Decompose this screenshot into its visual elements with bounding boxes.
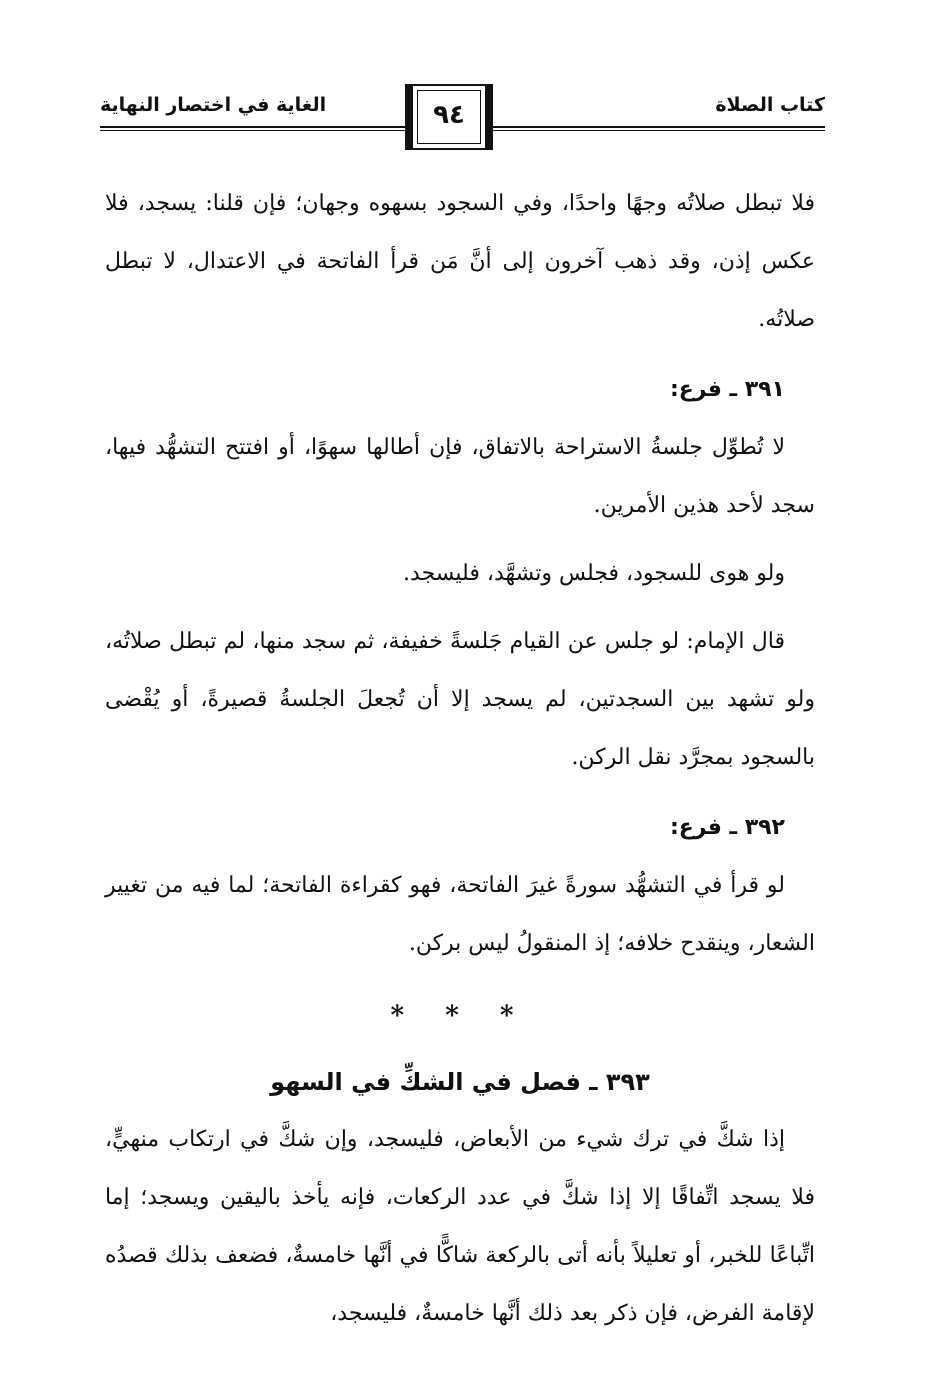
chapter-title: كتاب الصلاة	[715, 94, 825, 116]
branch-heading: ٣٩١ ـ فرع:	[669, 377, 785, 402]
section-separator: * * *	[390, 1001, 530, 1031]
paragraph: ولو هوى للسجود، فجلس وتشهَّد، فليسجد.	[403, 561, 785, 586]
paragraph: قال الإمام: لو جلس عن القيام جَلسةً خفيفة، ثم سجد منها، لم تبطل صلاتُه، ولو تشهد بين السجدتين، لم يسجد إلا أن تُجعلَ الجلسةُ قصيرةً، أو يُقْضى بالسجود بمجرَّد نقل الركن.	[105, 629, 815, 770]
paragraph: لا تُطوِّل جلسةُ الاستراحة بالاتفاق، فإن أطالها سهوًا، أو افتتح التشهُّد فيها، سجد لأحد هذين الأمرين.	[105, 435, 815, 518]
page-body	[105, 175, 815, 1343]
branch-heading: ٣٩٢ ـ فرع:	[669, 815, 785, 840]
frame-bar-left	[405, 84, 411, 150]
book-title: الغاية في اختصار النهاية	[100, 94, 327, 116]
running-header	[100, 82, 825, 162]
page-number: ٩٤	[433, 100, 465, 130]
section-heading: ٣٩٣ ـ فصل في الشكِّ في السهو	[270, 1068, 650, 1096]
paragraph: إذا شكَّ في ترك شيء من الأبعاض، فليسجد، وإن شكَّ في ارتكاب منهيٍّ، فلا يسجد اتِّفاقًا إلا إذا شكَّ في عدد الركعات، فإنه يأخذ باليقين ويسجد؛ إما اتِّباعًا للخبر، أو تعليلاً بأنه أتى بالركعة شاكًّا في أنَّها خامسةٌ، فضعف بذلك قصدُه لإقامة الفرض، فإن ذكر بعد ذلك أنَّها خامسةٌ، فليسجد،	[105, 1127, 815, 1326]
frame-bar-right	[487, 84, 493, 150]
paragraph: فلا تبطل صلاتُه وجهًا واحدًا، وفي السجود بسهوه وجهان؛ فإن قلنا: يسجد، فلا عكس إذن، وقد ذهب آخرون إلى أنَّ مَن قرأ الفاتحة في الاعتدال، لا تبطل صلاتُه.	[105, 191, 815, 332]
page-number-frame	[411, 84, 487, 150]
paragraph: لو قرأ في التشهُّد سورةً غيرَ الفاتحة، فهو كقراءة الفاتحة؛ لما فيه من تغيير الشعار، وينقدح خلافه؛ إذ المنقولُ ليس بركن.	[105, 873, 815, 956]
